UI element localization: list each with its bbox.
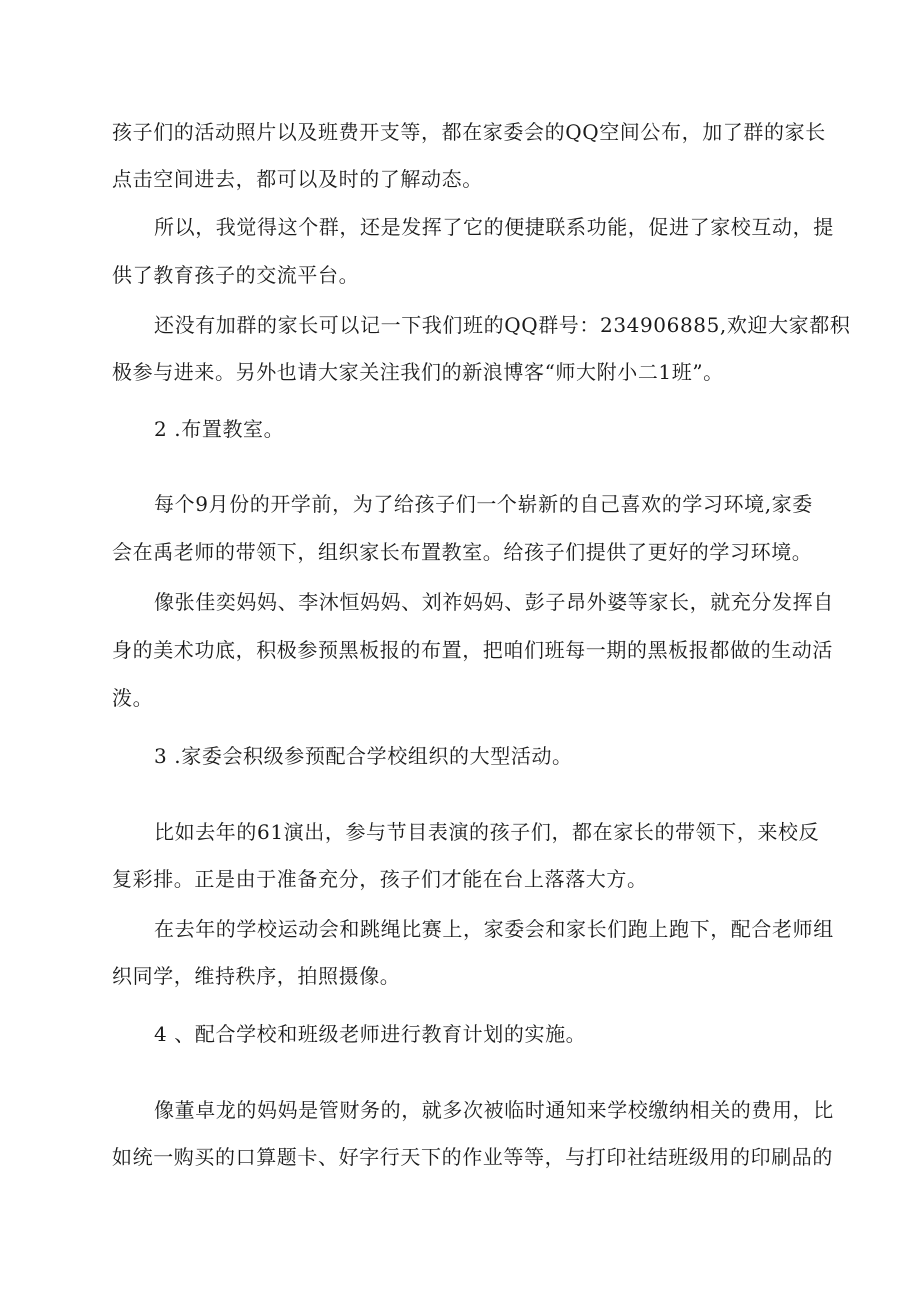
paragraph-line: 孩子们的活动照片以及班费开支等，都在家委会的QQ空间公布，加了群的家长 — [112, 120, 826, 144]
paragraph-line: 像董卓龙的妈妈是管财务的，就多次被临时通知来学校缴纳相关的费用，比 — [154, 1098, 834, 1122]
paragraph-line: 会在禹老师的带领下，组织家长布置教室。给孩子们提供了更好的学习环境。 — [112, 540, 813, 564]
paragraph-line: 极参与进来。另外也请大家关注我们的新浪博客“师大附小二1班”。 — [112, 360, 724, 384]
paragraph-line: 织同学，维持秩序，拍照摄像。 — [112, 964, 401, 988]
section-heading: 4 、配合学校和班级老师进行教育计划的实施。 — [154, 1022, 587, 1046]
paragraph-line: 在去年的学校运动会和跳绳比赛上，家委会和家长们跑上跑下，配合老师组 — [154, 917, 834, 941]
section-heading: 3 .家委会积级参预配合学校组织的大型活动。 — [154, 744, 573, 768]
paragraph-line: 泼。 — [112, 686, 154, 710]
paragraph-line: 像张佳奕妈妈、李沐恒妈妈、刘祚妈妈、彭子昂外婆等家长，就充分发挥自 — [154, 590, 834, 614]
paragraph-line: 如统一购买的口算题卡、好字行天下的作业等等，与打印社结班级用的印刷品的 — [112, 1145, 833, 1169]
paragraph-line: 所以，我觉得这个群，还是发挥了它的便捷联系功能，促进了家校互动，提 — [154, 215, 834, 239]
paragraph-line: 点击空间进去，都可以及时的了解动态。 — [112, 167, 483, 191]
paragraph-line: 每个9月份的开学前，为了给孩子们一个崭新的自己喜欢的学习环境,家委 — [154, 492, 813, 516]
paragraph-line: 还没有加群的家长可以记一下我们班的QQ群号：234906885,欢迎大家都积 — [154, 313, 851, 337]
paragraph-line: 比如去年的61演出，参与节目表演的孩子们，都在家长的带领下，来校反 — [154, 820, 820, 844]
paragraph-line: 复彩排。正是由于准备充分，孩子们才能在台上落落大方。 — [112, 867, 648, 891]
paragraph-line: 供了教育孩子的交流平台。 — [112, 263, 360, 287]
paragraph-line: 身的美术功底，积极参预黑板报的布置，把咱们班每一期的黑板报都做的生动活 — [112, 638, 833, 662]
section-heading: 2 .布置教室。 — [154, 417, 285, 441]
